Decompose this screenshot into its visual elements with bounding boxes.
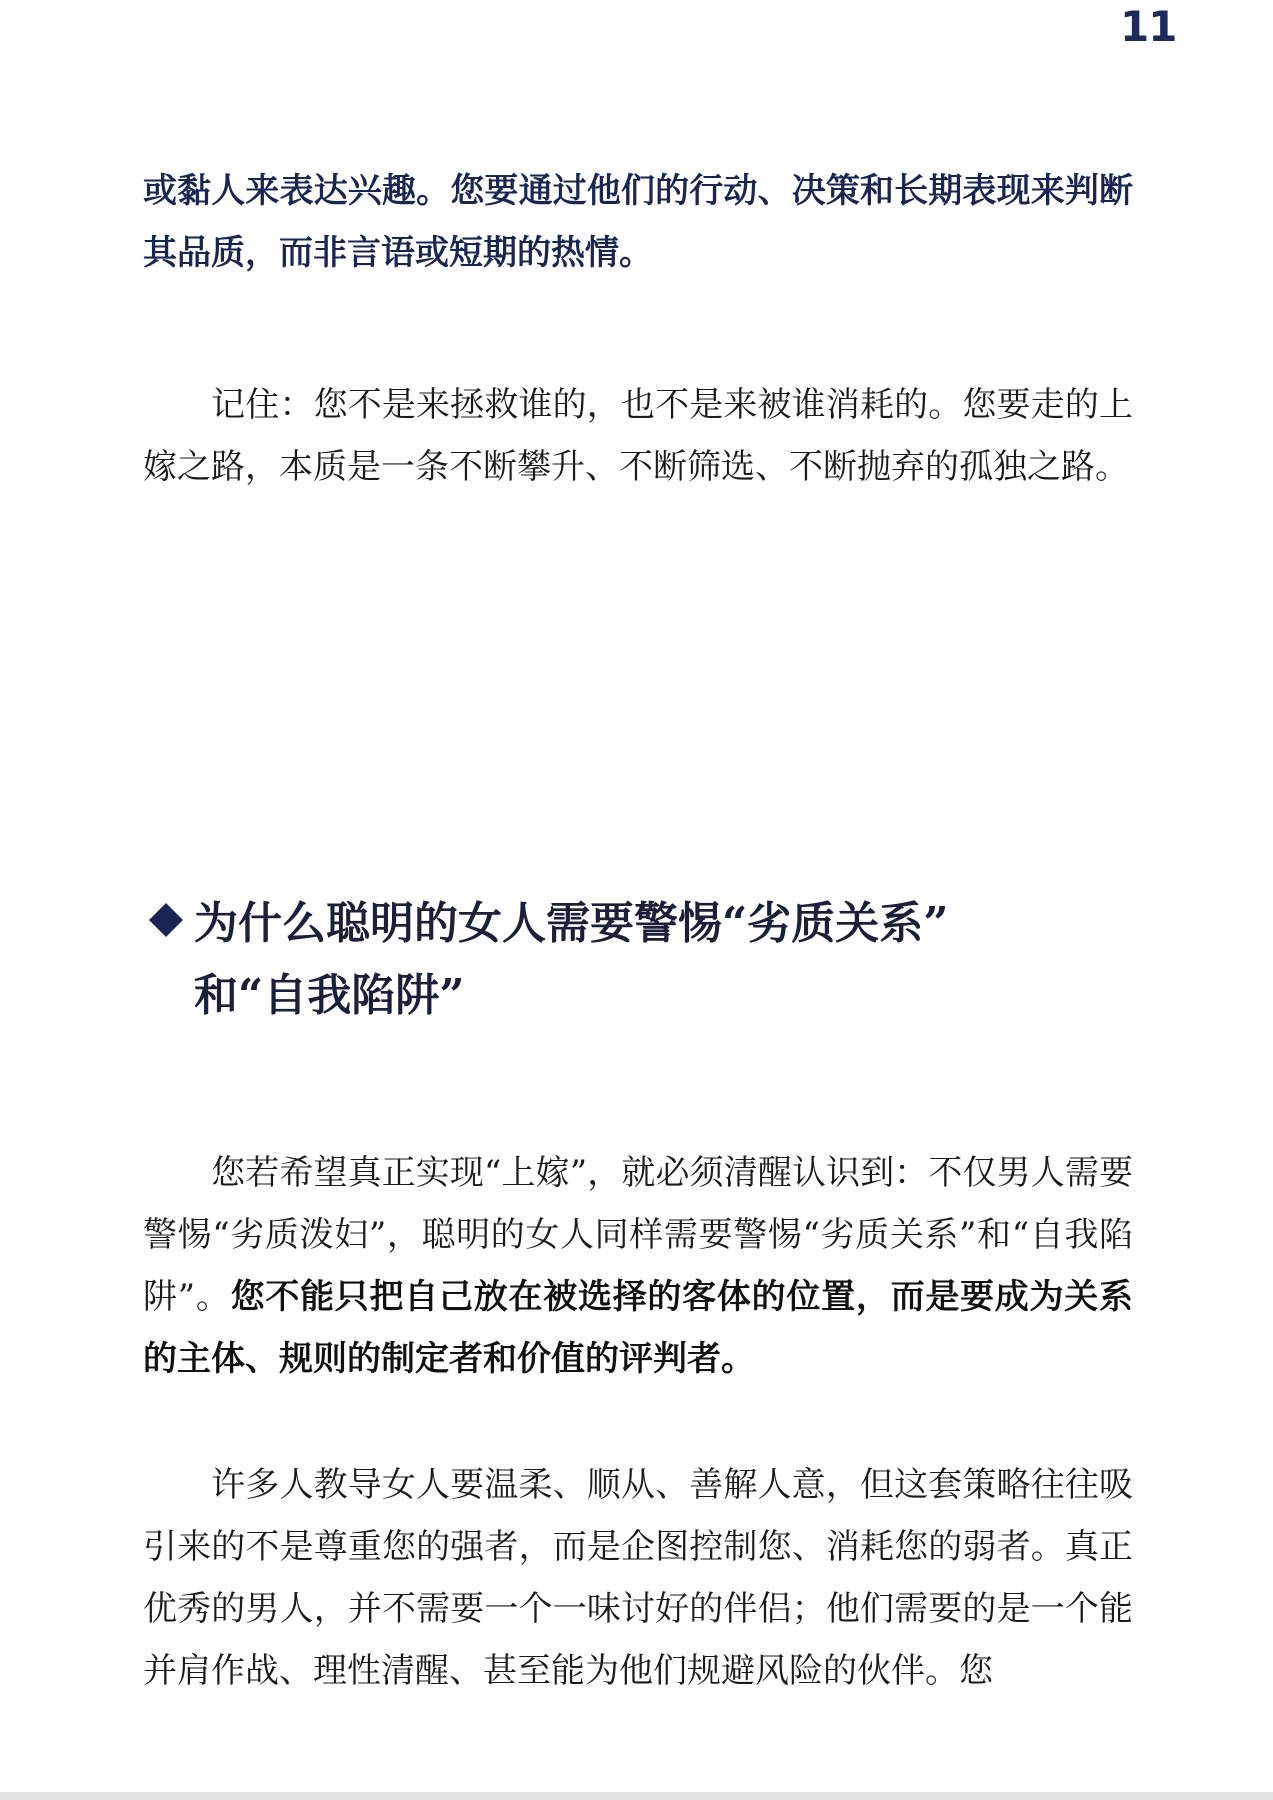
heading-line-2: 和“自我陷阱” (194, 970, 465, 1021)
page-number: 11 (1120, 2, 1177, 51)
paragraph-emphasis: 您不能只把自己放在被选择的客体的位置，而是要成为关系的主体、规则的制定者和价值的评判者。 (143, 1277, 1133, 1379)
paragraph-strategy (143, 1454, 1133, 1702)
paragraph-intro (143, 1142, 1133, 1390)
diamond-bullet-icon (149, 903, 183, 937)
heading-line-1: 为什么聪明的女人需要警惕“劣质关系” (194, 898, 949, 949)
paragraph-text: 许多人教导女人要温柔、顺从、善解人意，但这套策略往往吸引来的不是尊重您的强者，而是企图控制您、消耗您的弱者。真正优秀的男人，并不需要一个一味讨好的伴侣；他们需要的是一个能并肩作战、理性清醒、甚至能为他们规避风险的伙伴。您 (143, 1465, 1133, 1691)
paragraph-text: 记住：您不是来拯救谁的，也不是来被谁消耗的。您要走的上嫁之路，本质是一条不断攀升、不断筛选、不断抛弃的孤独之路。 (143, 385, 1133, 487)
paragraph-continued (143, 160, 1133, 284)
paragraph-text: 您若希望真正实现“上嫁”，就必须清醒认识到：不仅男人需要警惕“劣质泼妇”，聪明的女人同样需要警惕“劣质关系”和“自我陷阱”。 (143, 1153, 1133, 1317)
paragraph-text: 或黏人来表达兴趣。您要通过他们的行动、决策和长期表现来判断其品质，而非言语或短期的热情。 (143, 171, 1133, 273)
section-heading (150, 888, 1130, 1032)
paragraph-remember (143, 374, 1133, 498)
page-edge-shadow (0, 1792, 1273, 1800)
